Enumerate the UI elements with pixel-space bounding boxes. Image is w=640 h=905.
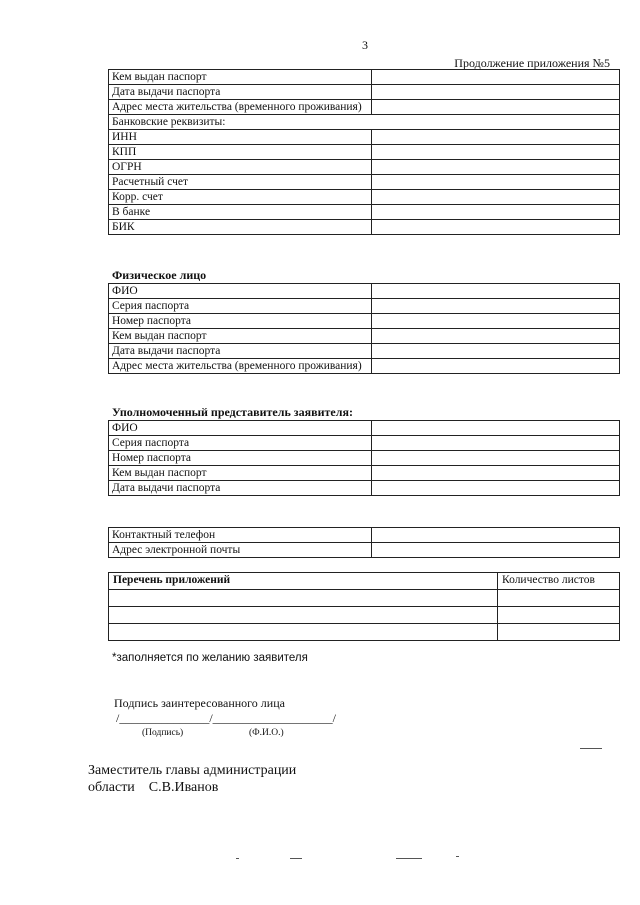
row-label: Кем выдан паспорт xyxy=(109,466,372,481)
value-cell[interactable] xyxy=(372,190,620,205)
legal-entity-table xyxy=(108,69,620,235)
official-title: Заместитель главы администрации xyxy=(88,763,297,778)
table-row xyxy=(109,481,620,496)
row-label: Банковские реквизиты: xyxy=(109,115,372,130)
row-label: Серия паспорта xyxy=(109,436,372,451)
table-row xyxy=(109,100,620,115)
signature-label: Подпись заинтересованного лица xyxy=(114,696,285,710)
table-row xyxy=(109,528,620,543)
name-caption: (Ф.И.О.) xyxy=(249,728,284,738)
table-row xyxy=(109,314,620,329)
table-row xyxy=(109,329,620,344)
value-cell[interactable] xyxy=(372,543,620,558)
scan-speck xyxy=(456,856,459,857)
attachment-sheets-cell[interactable] xyxy=(498,607,620,624)
row-label: ФИО xyxy=(109,421,372,436)
table-row xyxy=(109,85,620,100)
table-row xyxy=(109,130,620,145)
value-cell[interactable] xyxy=(372,70,620,85)
value-cell[interactable] xyxy=(372,145,620,160)
section-title-representative: Уполномоченный представитель заявителя: xyxy=(112,405,353,419)
table-row xyxy=(109,344,620,359)
table-row xyxy=(109,466,620,481)
attachment-name-cell[interactable] xyxy=(109,607,498,624)
row-label: ФИО xyxy=(109,284,372,299)
table-row xyxy=(109,543,620,558)
table-row xyxy=(109,205,620,220)
page-number: 3 xyxy=(362,38,368,52)
table-row xyxy=(109,299,620,314)
row-label: ОГРН xyxy=(109,160,372,175)
row-label: Адрес электронной почты xyxy=(109,543,372,558)
table-row xyxy=(109,115,620,130)
row-label: Серия паспорта xyxy=(109,299,372,314)
attachments-sheets-header: Количество листов xyxy=(498,573,620,590)
row-label: Кем выдан паспорт xyxy=(109,329,372,344)
row-label: Дата выдачи паспорта xyxy=(109,481,372,496)
value-cell[interactable] xyxy=(372,314,620,329)
row-label: Контактный телефон xyxy=(109,528,372,543)
row-label: В банке xyxy=(109,205,372,220)
representative-table xyxy=(108,420,620,496)
row-label: ИНН xyxy=(109,130,372,145)
table-row xyxy=(109,624,620,641)
value-cell[interactable] xyxy=(372,481,620,496)
attachment-name-cell[interactable] xyxy=(109,624,498,641)
value-cell[interactable] xyxy=(372,344,620,359)
row-label: Кем выдан паспорт xyxy=(109,70,372,85)
contacts-table xyxy=(108,527,620,558)
table-row xyxy=(109,359,620,374)
value-cell[interactable] xyxy=(372,175,620,190)
value-cell[interactable] xyxy=(372,130,620,145)
signature-line[interactable]: /_______________/____________________/ xyxy=(116,711,337,725)
value-cell[interactable] xyxy=(372,436,620,451)
attachments-list-header: Перечень приложений xyxy=(109,573,498,590)
value-cell[interactable] xyxy=(372,451,620,466)
table-row xyxy=(109,175,620,190)
table-row xyxy=(109,607,620,624)
value-cell[interactable] xyxy=(372,220,620,235)
table-row xyxy=(109,70,620,85)
attachment-name-cell[interactable] xyxy=(109,590,498,607)
value-cell[interactable] xyxy=(372,284,620,299)
scan-speck xyxy=(236,858,239,859)
row-label: Адрес места жительства (временного проживания) xyxy=(109,100,372,115)
table-row xyxy=(109,284,620,299)
table-header-row xyxy=(109,573,620,590)
official-name: области С.В.Иванов xyxy=(88,780,219,795)
row-label: БИК xyxy=(109,220,372,235)
table-row xyxy=(109,160,620,175)
table-row xyxy=(109,190,620,205)
table-row xyxy=(109,145,620,160)
table-row xyxy=(109,451,620,466)
footnote: *заполняется по желанию заявителя xyxy=(112,652,308,664)
row-label: Номер паспорта xyxy=(109,314,372,329)
row-label: Адрес места жительства (временного проживания) xyxy=(109,359,372,374)
value-cell[interactable] xyxy=(372,299,620,314)
value-cell[interactable] xyxy=(372,85,620,100)
value-cell[interactable] xyxy=(372,466,620,481)
row-label: КПП xyxy=(109,145,372,160)
table-row xyxy=(109,590,620,607)
row-label: Номер паспорта xyxy=(109,451,372,466)
scan-speck xyxy=(580,748,602,749)
signature-caption: (Подпись) xyxy=(142,728,184,738)
table-row xyxy=(109,421,620,436)
attachment-sheets-cell[interactable] xyxy=(498,590,620,607)
value-cell[interactable] xyxy=(372,205,620,220)
continuation-note: Продолжение приложения №5 xyxy=(454,56,610,70)
row-label: Дата выдачи паспорта xyxy=(109,344,372,359)
table-row xyxy=(109,220,620,235)
official-signature-block xyxy=(88,762,296,796)
row-label: Дата выдачи паспорта xyxy=(109,85,372,100)
scan-speck xyxy=(396,858,422,859)
value-cell[interactable] xyxy=(372,359,620,374)
scan-speck xyxy=(290,858,302,859)
value-cell[interactable] xyxy=(372,100,620,115)
table-row xyxy=(109,436,620,451)
attachments-table xyxy=(108,572,620,641)
value-cell[interactable] xyxy=(372,421,620,436)
attachment-sheets-cell[interactable] xyxy=(498,624,620,641)
individual-table xyxy=(108,283,620,374)
value-cell[interactable] xyxy=(372,528,620,543)
value-cell[interactable] xyxy=(372,329,620,344)
row-label: Корр. счет xyxy=(109,190,372,205)
value-cell xyxy=(372,115,620,130)
section-title-individual: Физическое лицо xyxy=(112,268,207,282)
value-cell[interactable] xyxy=(372,160,620,175)
row-label: Расчетный счет xyxy=(109,175,372,190)
